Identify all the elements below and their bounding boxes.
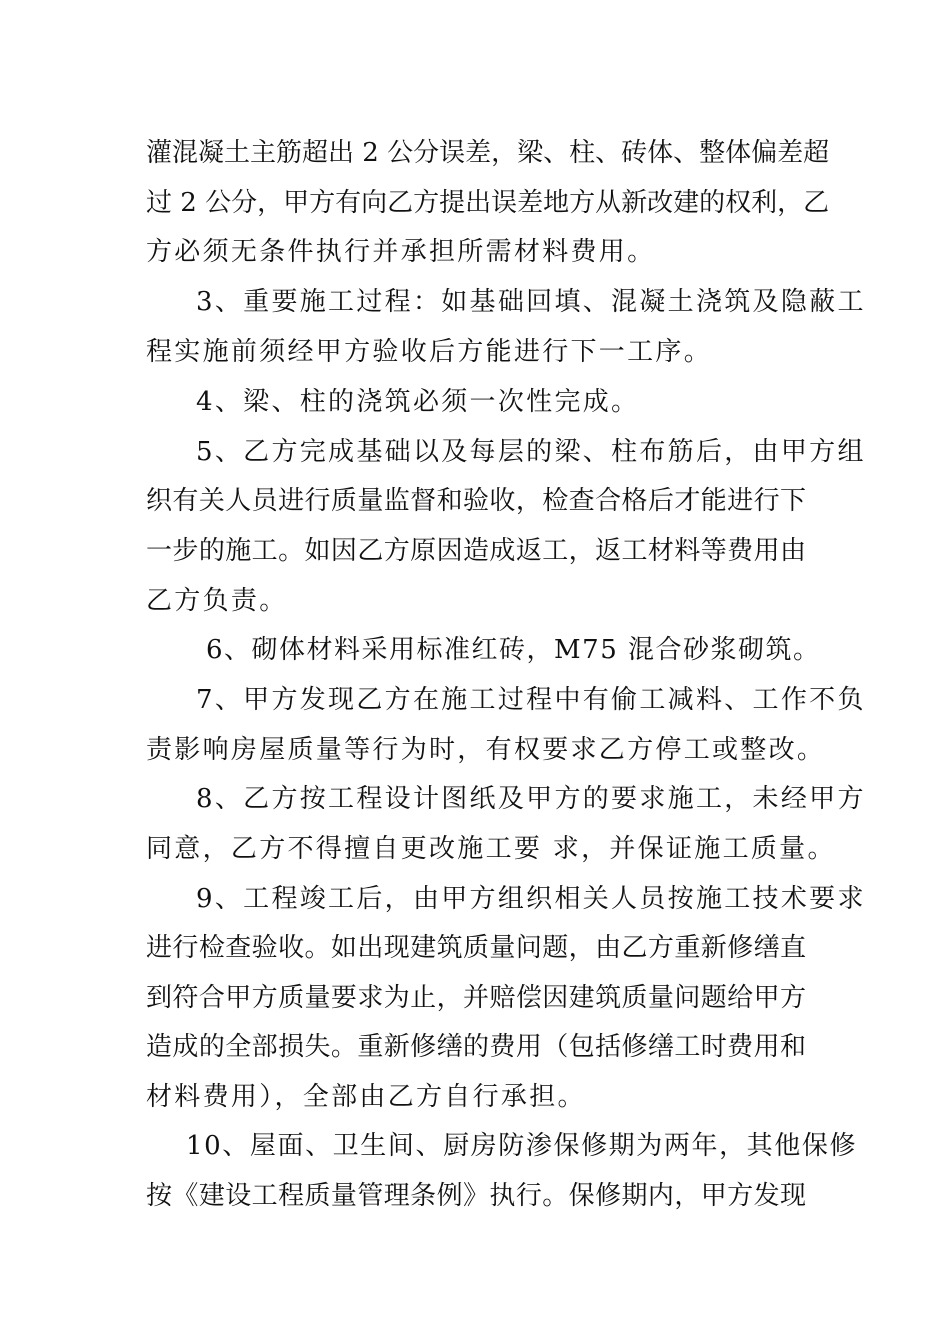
text-line: 造成的全部损失。重新修缮的费用（包括修缮工时费用和 [146, 1032, 806, 1062]
text-line: 程实施前须经甲方验收后方能进行下一工序。 [146, 337, 713, 367]
text-line: 责影响房屋质量等行为时，有权要求乙方停工或整改。 [146, 735, 826, 765]
text-line: 到符合甲方质量要求为止，并赔偿因建筑质量问题给甲方 [146, 983, 806, 1013]
text-line: 5、乙方完成基础以及每层的梁、柱布筋后，由甲方组 [196, 437, 866, 467]
text-line: 10、屋面、卫生间、厨房防渗保修期为两年，其他保修 [186, 1131, 858, 1161]
text-line: 过 2 公分，甲方有向乙方提出误差地方从新改建的权利，乙 [146, 188, 830, 218]
text-line: 织有关人员进行质量监督和验收，检查合格后才能进行下 [146, 486, 806, 516]
text-line: 灌混凝土主筋超出 2 公分误差，梁、柱、砖体、整体偏差超 [146, 138, 830, 168]
text-line: 一步的施工。如因乙方原因造成返工，返工材料等费用由 [146, 536, 806, 566]
text-line: 按《建设工程质量管理条例》执行。保修期内，甲方发现 [146, 1181, 806, 1211]
text-line: 材料费用），全部由乙方自行承担。 [146, 1082, 586, 1112]
text-line: 7、甲方发现乙方在施工过程中有偷工减料、工作不负 [196, 685, 866, 715]
text-line: 进行检查验收。如出现建筑质量问题，由乙方重新修缮直 [146, 933, 806, 963]
text-line: 6、砌体材料采用标准红砖，M75 混合砂浆砌筑。 [206, 635, 821, 665]
text-line: 4、梁、柱的浇筑必须一次性完成。 [196, 387, 640, 417]
text-line: 方必须无条件执行并承担所需材料费用。 [146, 237, 656, 267]
text-line: 9、工程竣工后，由甲方组织相关人员按施工技术要求 [196, 884, 866, 914]
text-line: 3、重要施工过程：如基础回填、混凝土浇筑及隐蔽工 [196, 287, 866, 317]
text-line: 同意，乙方不得擅自更改施工要 求，并保证施工质量。 [146, 834, 836, 864]
text-line: 8、乙方按工程设计图纸及甲方的要求施工，未经甲方 [196, 784, 866, 814]
text-line: 乙方负责。 [146, 586, 288, 616]
